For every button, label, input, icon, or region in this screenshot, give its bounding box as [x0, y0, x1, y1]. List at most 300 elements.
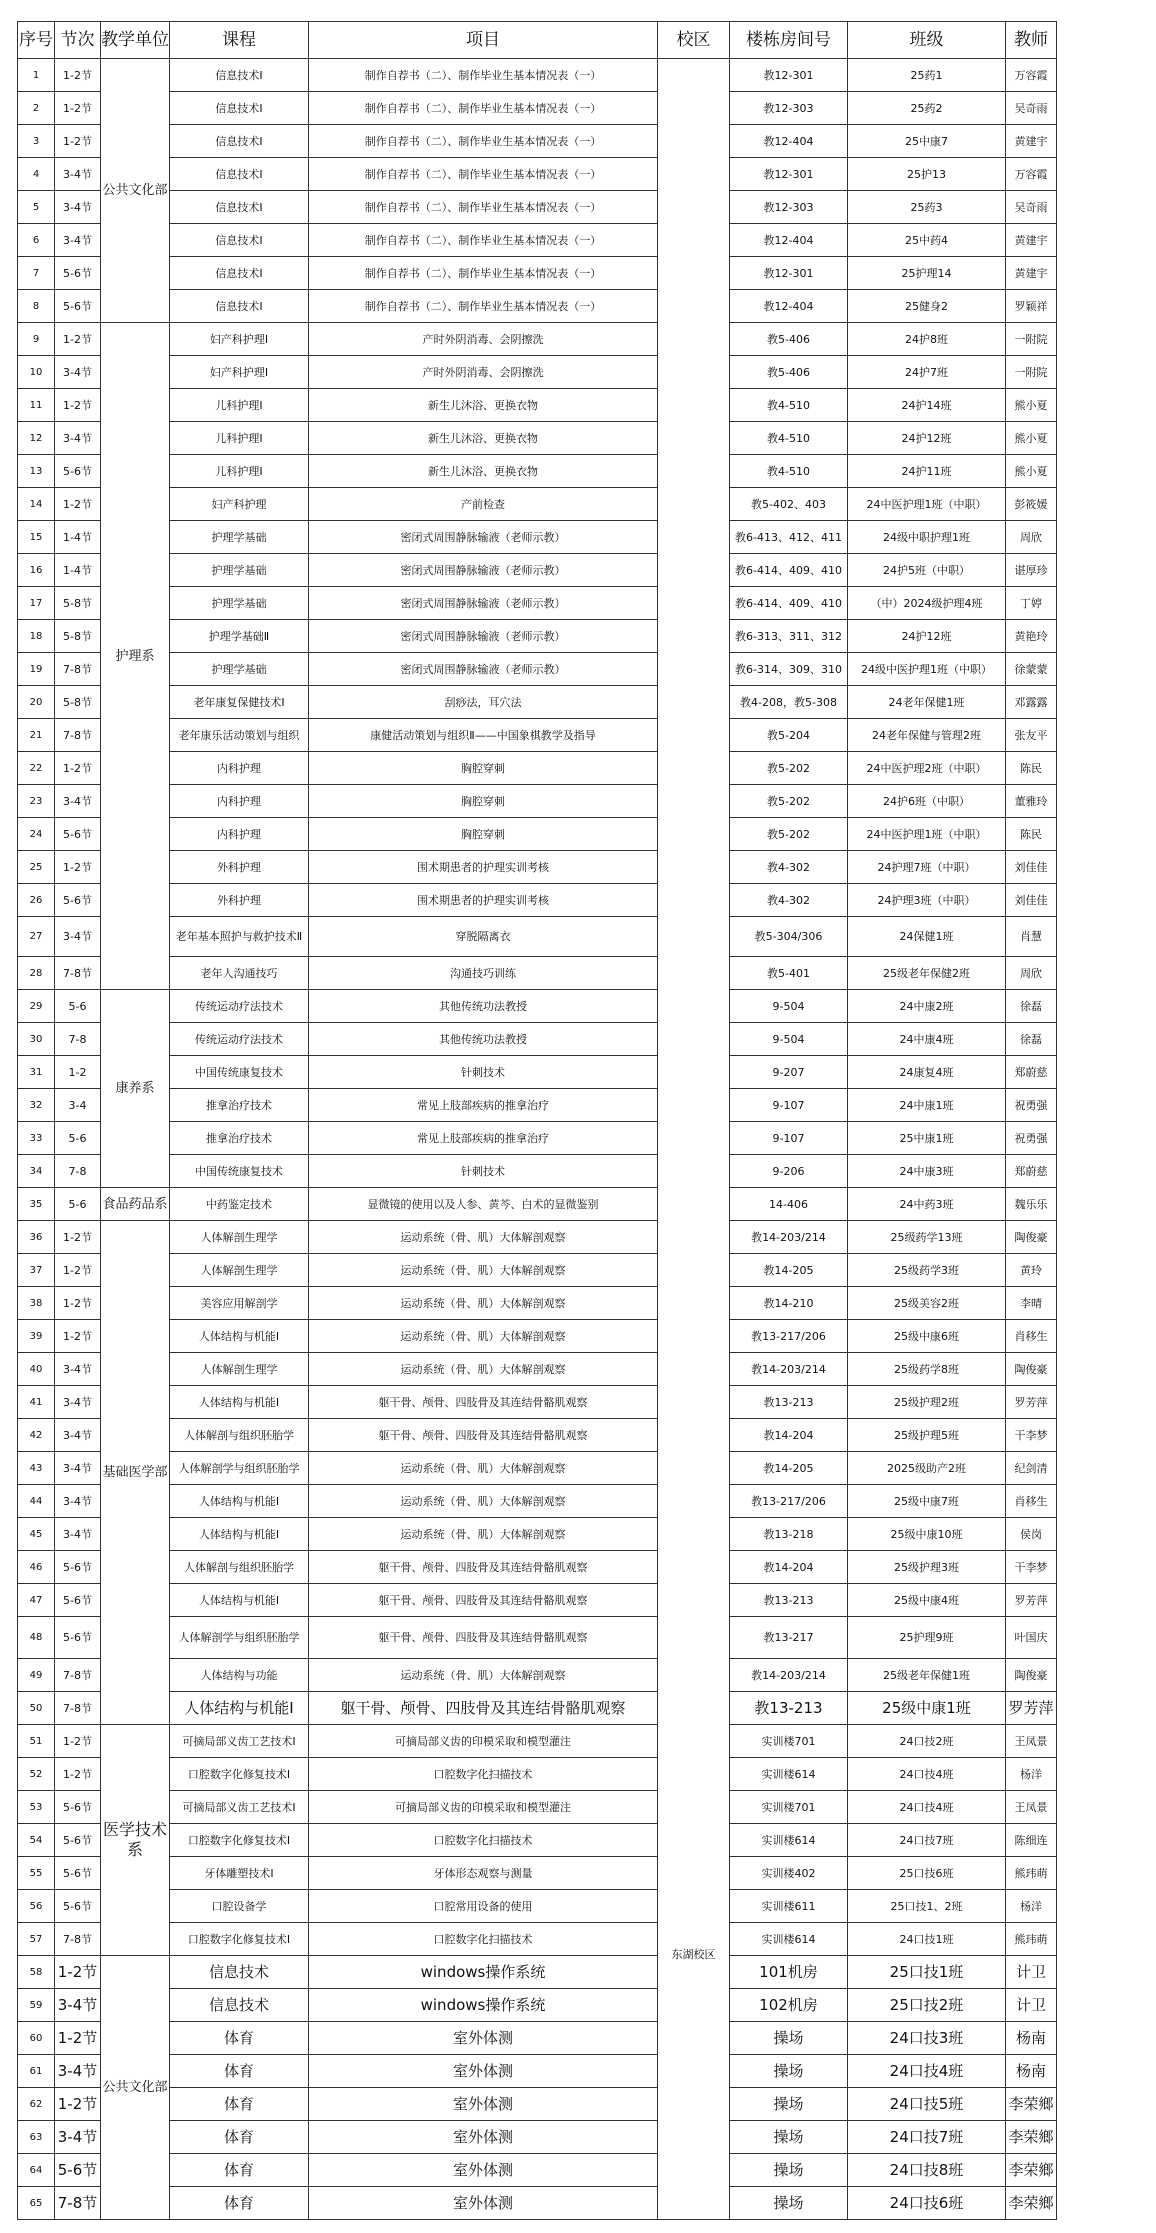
course-cell: 推拿治疗技术 — [170, 1089, 309, 1122]
room-cell: 操场 — [730, 2022, 848, 2055]
period-cell: 3-4节 — [55, 1452, 101, 1485]
class-cell: 24老年保健1班 — [848, 686, 1006, 719]
room-cell: 教13-217/206 — [730, 1485, 848, 1518]
class-cell: 24口技4班 — [848, 1758, 1006, 1791]
class-cell: 24口技2班 — [848, 1725, 1006, 1758]
seq-cell: 60 — [18, 2022, 55, 2055]
seq-cell: 63 — [18, 2121, 55, 2154]
project-cell: 躯干骨、颅骨、四肢骨及其连结骨骼肌观察 — [309, 1617, 658, 1659]
class-cell: 24口技4班 — [848, 2055, 1006, 2088]
period-cell: 7-8节 — [55, 653, 101, 686]
class-cell: 24级中医护理1班（中职） — [848, 653, 1006, 686]
class-cell: 25口技6班 — [848, 1857, 1006, 1890]
class-cell: 25口技2班 — [848, 1989, 1006, 2022]
table-row — [18, 1857, 1057, 1890]
table-row — [18, 356, 1057, 389]
room-cell: 教12-301 — [730, 158, 848, 191]
table-row — [18, 1923, 1057, 1956]
period-cell: 3-4节 — [55, 1518, 101, 1551]
seq-cell: 61 — [18, 2055, 55, 2088]
table-row — [18, 488, 1057, 521]
teacher-cell: 陶俊豪 — [1006, 1221, 1057, 1254]
teacher-cell: 李荣鄉 — [1006, 2088, 1057, 2121]
teacher-cell: 叶国庆 — [1006, 1617, 1057, 1659]
class-cell: 24口技1班 — [848, 1923, 1006, 1956]
seq-cell: 32 — [18, 1089, 55, 1122]
table-row — [18, 653, 1057, 686]
teacher-cell: 熊小夏 — [1006, 389, 1057, 422]
seq-cell: 7 — [18, 257, 55, 290]
room-cell: 实训楼614 — [730, 1824, 848, 1857]
teacher-cell: 陶俊豪 — [1006, 1353, 1057, 1386]
project-cell: 牙体形态观察与测量 — [309, 1857, 658, 1890]
teacher-cell: 李荣鄉 — [1006, 2154, 1057, 2187]
course-cell: 信息技术 — [170, 1989, 309, 2022]
seq-cell: 46 — [18, 1551, 55, 1584]
room-cell: 教6-413、412、411 — [730, 521, 848, 554]
class-cell: 25级美容2班 — [848, 1287, 1006, 1320]
header-dept: 教学单位 — [101, 22, 170, 59]
class-cell: 25护13 — [848, 158, 1006, 191]
table-row — [18, 1758, 1057, 1791]
room-cell: 教5-202 — [730, 818, 848, 851]
seq-cell: 8 — [18, 290, 55, 323]
room-cell: 教14-203/214 — [730, 1659, 848, 1692]
room-cell: 教4-302 — [730, 851, 848, 884]
project-cell: 围术期患者的护理实训考核 — [309, 851, 658, 884]
project-cell: 刮痧法，耳穴法 — [309, 686, 658, 719]
class-cell: 24中医护理1班（中职） — [848, 818, 1006, 851]
period-cell: 3-4节 — [55, 1353, 101, 1386]
seq-cell: 31 — [18, 1056, 55, 1089]
seq-cell: 9 — [18, 323, 55, 356]
class-cell: 24级中职护理1班 — [848, 521, 1006, 554]
project-cell: 运动系统（骨、肌）大体解剖观察 — [309, 1485, 658, 1518]
teacher-cell: 杨南 — [1006, 2022, 1057, 2055]
seq-cell: 45 — [18, 1518, 55, 1551]
project-cell: 运动系统（骨、肌）大体解剖观察 — [309, 1320, 658, 1353]
room-cell: 教12-303 — [730, 92, 848, 125]
period-cell: 3-4节 — [55, 422, 101, 455]
header-room: 楼栋房间号 — [730, 22, 848, 59]
room-cell: 教13-213 — [730, 1692, 848, 1725]
dept-cell: 公共文化部 — [101, 1956, 170, 2220]
class-cell: 24口技7班 — [848, 1824, 1006, 1857]
table-row — [18, 1659, 1057, 1692]
seq-cell: 4 — [18, 158, 55, 191]
period-cell: 1-2节 — [55, 1287, 101, 1320]
room-cell: 教4-510 — [730, 389, 848, 422]
teacher-cell: 徐磊 — [1006, 1023, 1057, 1056]
table-row — [18, 1122, 1057, 1155]
period-cell: 5-6节 — [55, 1824, 101, 1857]
teacher-cell: 刘佳佳 — [1006, 851, 1057, 884]
class-cell: 24口技3班 — [848, 2022, 1006, 2055]
room-cell: 教4-208，教5-308 — [730, 686, 848, 719]
period-cell: 1-2节 — [55, 1758, 101, 1791]
room-cell: 教6-314、309、310 — [730, 653, 848, 686]
project-cell: 口腔数字化扫描技术 — [309, 1824, 658, 1857]
seq-cell: 33 — [18, 1122, 55, 1155]
project-cell: 制作自荐书（二）、制作毕业生基本情况表（一） — [309, 191, 658, 224]
header-course: 课程 — [170, 22, 309, 59]
seq-cell: 21 — [18, 719, 55, 752]
header-row — [18, 22, 1057, 59]
seq-cell: 19 — [18, 653, 55, 686]
room-cell: 教13-217 — [730, 1617, 848, 1659]
seq-cell: 20 — [18, 686, 55, 719]
table-row — [18, 990, 1057, 1023]
project-cell: 制作自荐书（二）、制作毕业生基本情况表（一） — [309, 224, 658, 257]
table-row — [18, 257, 1057, 290]
class-cell: 24护6班（中职） — [848, 785, 1006, 818]
table-row — [18, 818, 1057, 851]
class-cell: 24保健1班 — [848, 917, 1006, 957]
table-row — [18, 2187, 1057, 2220]
course-cell: 人体解剖生理学 — [170, 1353, 309, 1386]
teacher-cell: 李荣鄉 — [1006, 2121, 1057, 2154]
project-cell: 制作自荐书（二）、制作毕业生基本情况表（一） — [309, 92, 658, 125]
teacher-cell: 计卫 — [1006, 1989, 1057, 2022]
project-cell: 口腔数字化扫描技术 — [309, 1758, 658, 1791]
seq-cell: 64 — [18, 2154, 55, 2187]
period-cell: 3-4节 — [55, 158, 101, 191]
course-cell: 内科护理 — [170, 818, 309, 851]
seq-cell: 2 — [18, 92, 55, 125]
seq-cell: 17 — [18, 587, 55, 620]
project-cell: 穿脱隔离衣 — [309, 917, 658, 957]
table-row — [18, 554, 1057, 587]
teacher-cell: 张友平 — [1006, 719, 1057, 752]
room-cell: 教5-406 — [730, 356, 848, 389]
course-cell: 口腔数字化修复技术Ⅰ — [170, 1824, 309, 1857]
header-campus: 校区 — [658, 22, 730, 59]
room-cell: 实训楼402 — [730, 1857, 848, 1890]
teacher-cell: 徐蒙蒙 — [1006, 653, 1057, 686]
teacher-cell: 吴奇雨 — [1006, 191, 1057, 224]
course-cell: 信息技术Ⅰ — [170, 224, 309, 257]
project-cell: 室外体测 — [309, 2022, 658, 2055]
project-cell: 针刺技术 — [309, 1056, 658, 1089]
room-cell: 实训楼611 — [730, 1890, 848, 1923]
class-cell: 24中康4班 — [848, 1023, 1006, 1056]
teacher-cell: 杨洋 — [1006, 1890, 1057, 1923]
project-cell: 躯干骨、颅骨、四肢骨及其连结骨骼肌观察 — [309, 1584, 658, 1617]
period-cell: 1-4节 — [55, 521, 101, 554]
room-cell: 教5-204 — [730, 719, 848, 752]
project-cell: 密闭式周围静脉输液（老师示教） — [309, 620, 658, 653]
class-cell: 25级护理5班 — [848, 1419, 1006, 1452]
project-cell: 针刺技术 — [309, 1155, 658, 1188]
table-row — [18, 1692, 1057, 1725]
project-cell: 密闭式周围静脉输液（老师示教） — [309, 521, 658, 554]
course-cell: 人体解剖生理学 — [170, 1254, 309, 1287]
course-cell: 儿科护理Ⅰ — [170, 455, 309, 488]
table-row — [18, 1386, 1057, 1419]
room-cell: 9-206 — [730, 1155, 848, 1188]
period-cell: 3-4节 — [55, 2055, 101, 2088]
course-cell: 人体解剖学与组织胚胎学 — [170, 1452, 309, 1485]
dept-cell: 护理系 — [101, 323, 170, 990]
room-cell: 101机房 — [730, 1956, 848, 1989]
teacher-cell: 黄建宇 — [1006, 125, 1057, 158]
seq-cell: 5 — [18, 191, 55, 224]
table-row — [18, 752, 1057, 785]
period-cell: 1-2节 — [55, 851, 101, 884]
room-cell: 教14-205 — [730, 1452, 848, 1485]
header-teacher: 教师 — [1006, 22, 1057, 59]
teacher-cell: 陶俊豪 — [1006, 1659, 1057, 1692]
class-cell: 25药2 — [848, 92, 1006, 125]
table-row — [18, 2121, 1057, 2154]
room-cell: 教14-203/214 — [730, 1221, 848, 1254]
room-cell: 教13-213 — [730, 1584, 848, 1617]
period-cell: 7-8节 — [55, 1692, 101, 1725]
teacher-cell: 万容霞 — [1006, 158, 1057, 191]
table-row — [18, 785, 1057, 818]
class-cell: 25级中康6班 — [848, 1320, 1006, 1353]
class-cell: 24护7班 — [848, 356, 1006, 389]
room-cell: 教14-204 — [730, 1419, 848, 1452]
project-cell: 产前检查 — [309, 488, 658, 521]
room-cell: 教12-303 — [730, 191, 848, 224]
course-cell: 妇产科护理Ⅰ — [170, 356, 309, 389]
table-row — [18, 1023, 1057, 1056]
teacher-cell: 黄艳玲 — [1006, 620, 1057, 653]
table-row — [18, 1452, 1057, 1485]
room-cell: 操场 — [730, 2088, 848, 2121]
period-cell: 5-8节 — [55, 620, 101, 653]
course-cell: 人体结构与功能 — [170, 1659, 309, 1692]
table-row — [18, 1485, 1057, 1518]
seq-cell: 49 — [18, 1659, 55, 1692]
table-row — [18, 224, 1057, 257]
project-cell: 室外体测 — [309, 2088, 658, 2121]
class-cell: 2025级助产2班 — [848, 1452, 1006, 1485]
class-cell: 25中康7 — [848, 125, 1006, 158]
course-cell: 牙体雕塑技术Ⅰ — [170, 1857, 309, 1890]
table-row — [18, 521, 1057, 554]
class-cell: 25护理14 — [848, 257, 1006, 290]
project-cell: 制作自荐书（二）、制作毕业生基本情况表（一） — [309, 125, 658, 158]
seq-cell: 57 — [18, 1923, 55, 1956]
period-cell: 3-4节 — [55, 191, 101, 224]
class-cell: 25级中康1班 — [848, 1692, 1006, 1725]
course-cell: 人体结构与机能Ⅰ — [170, 1584, 309, 1617]
seq-cell: 47 — [18, 1584, 55, 1617]
project-cell: 显微镜的使用以及人参、黄芩、白术的显微鉴别 — [309, 1188, 658, 1221]
room-cell: 实训楼701 — [730, 1791, 848, 1824]
project-cell: 运动系统（骨、肌）大体解剖观察 — [309, 1287, 658, 1320]
table-row — [18, 884, 1057, 917]
dept-cell: 康养系 — [101, 990, 170, 1188]
table-row — [18, 917, 1057, 957]
course-cell: 人体解剖与组织胚胎学 — [170, 1551, 309, 1584]
class-cell: 24护5班（中职） — [848, 554, 1006, 587]
seq-cell: 13 — [18, 455, 55, 488]
course-cell: 外科护理 — [170, 851, 309, 884]
period-cell: 1-2 — [55, 1056, 101, 1089]
course-cell: 信息技术Ⅰ — [170, 257, 309, 290]
course-cell: 人体结构与机能Ⅰ — [170, 1485, 309, 1518]
seq-cell: 23 — [18, 785, 55, 818]
project-cell: windows操作系统 — [309, 1989, 658, 2022]
course-cell: 人体结构与机能Ⅰ — [170, 1386, 309, 1419]
course-cell: 妇产科护理Ⅰ — [170, 323, 309, 356]
room-cell: 教5-406 — [730, 323, 848, 356]
period-cell: 5-6节 — [55, 257, 101, 290]
class-cell: 24中康2班 — [848, 990, 1006, 1023]
project-cell: 室外体测 — [309, 2121, 658, 2154]
table-row — [18, 422, 1057, 455]
table-row — [18, 1320, 1057, 1353]
period-cell: 7-8节 — [55, 719, 101, 752]
teacher-cell: 陈民 — [1006, 752, 1057, 785]
course-cell: 信息技术Ⅰ — [170, 59, 309, 92]
period-cell: 5-6 — [55, 1122, 101, 1155]
room-cell: 教13-217/206 — [730, 1320, 848, 1353]
teacher-cell: 郑蔚慈 — [1006, 1056, 1057, 1089]
teacher-cell: 干李梦 — [1006, 1419, 1057, 1452]
period-cell: 1-2节 — [55, 125, 101, 158]
room-cell: 教12-404 — [730, 290, 848, 323]
room-cell: 教12-301 — [730, 257, 848, 290]
room-cell: 操场 — [730, 2154, 848, 2187]
table-row — [18, 587, 1057, 620]
seq-cell: 39 — [18, 1320, 55, 1353]
course-cell: 人体结构与机能Ⅰ — [170, 1320, 309, 1353]
class-cell: 24老年保健与管理2班 — [848, 719, 1006, 752]
project-cell: 常见上肢部疾病的推拿治疗 — [309, 1122, 658, 1155]
table-row — [18, 59, 1057, 92]
teacher-cell: 王凤景 — [1006, 1791, 1057, 1824]
teacher-cell: 董雅玲 — [1006, 785, 1057, 818]
period-cell: 1-4节 — [55, 554, 101, 587]
course-cell: 可摘局部义齿工艺技术Ⅰ — [170, 1725, 309, 1758]
course-cell: 内科护理 — [170, 752, 309, 785]
course-cell: 中国传统康复技术 — [170, 1155, 309, 1188]
project-cell: 密闭式周围静脉输液（老师示教） — [309, 554, 658, 587]
table-row — [18, 851, 1057, 884]
project-cell: 口腔常用设备的使用 — [309, 1890, 658, 1923]
teacher-cell: 罗颖祥 — [1006, 290, 1057, 323]
table-row — [18, 1254, 1057, 1287]
course-cell: 中药鉴定技术 — [170, 1188, 309, 1221]
table-row — [18, 158, 1057, 191]
room-cell: 教4-510 — [730, 455, 848, 488]
period-cell: 1-2节 — [55, 323, 101, 356]
period-cell: 1-2节 — [55, 488, 101, 521]
project-cell: 新生儿沐浴、更换衣物 — [309, 455, 658, 488]
room-cell: 教4-302 — [730, 884, 848, 917]
class-cell: 24口技6班 — [848, 2187, 1006, 2220]
course-cell: 信息技术Ⅰ — [170, 191, 309, 224]
room-cell: 102机房 — [730, 1989, 848, 2022]
course-cell: 体育 — [170, 2187, 309, 2220]
period-cell: 7-8 — [55, 1155, 101, 1188]
seq-cell: 58 — [18, 1956, 55, 1989]
teacher-cell: 黄玲 — [1006, 1254, 1057, 1287]
room-cell: 9-207 — [730, 1056, 848, 1089]
teacher-cell: 熊小夏 — [1006, 422, 1057, 455]
class-cell: 24护理7班（中职） — [848, 851, 1006, 884]
class-cell: 24中康1班 — [848, 1089, 1006, 1122]
teacher-cell: 侯岗 — [1006, 1518, 1057, 1551]
class-cell: 25药3 — [848, 191, 1006, 224]
table-row — [18, 1089, 1057, 1122]
course-cell: 护理学基础 — [170, 554, 309, 587]
period-cell: 5-6节 — [55, 884, 101, 917]
course-cell: 人体解剖学与组织胚胎学 — [170, 1617, 309, 1659]
table-row — [18, 1824, 1057, 1857]
seq-cell: 52 — [18, 1758, 55, 1791]
project-cell: 室外体测 — [309, 2187, 658, 2220]
seq-cell: 25 — [18, 851, 55, 884]
room-cell: 教12-301 — [730, 59, 848, 92]
period-cell: 3-4节 — [55, 917, 101, 957]
room-cell: 操场 — [730, 2055, 848, 2088]
seq-cell: 41 — [18, 1386, 55, 1419]
course-cell: 人体解剖生理学 — [170, 1221, 309, 1254]
period-cell: 7-8 — [55, 1023, 101, 1056]
room-cell: 14-406 — [730, 1188, 848, 1221]
period-cell: 3-4节 — [55, 356, 101, 389]
course-cell: 内科护理 — [170, 785, 309, 818]
room-cell: 教14-210 — [730, 1287, 848, 1320]
class-cell: 24中医护理2班（中职） — [848, 752, 1006, 785]
teacher-cell: 周欣 — [1006, 521, 1057, 554]
period-cell: 5-8节 — [55, 686, 101, 719]
course-cell: 可摘局部义齿工艺技术Ⅰ — [170, 1791, 309, 1824]
course-cell: 口腔设备学 — [170, 1890, 309, 1923]
seq-cell: 51 — [18, 1725, 55, 1758]
table-row — [18, 290, 1057, 323]
seq-cell: 34 — [18, 1155, 55, 1188]
room-cell: 教4-510 — [730, 422, 848, 455]
course-cell: 信息技术Ⅰ — [170, 158, 309, 191]
room-cell: 教5-402、403 — [730, 488, 848, 521]
seq-cell: 55 — [18, 1857, 55, 1890]
period-cell: 3-4节 — [55, 1386, 101, 1419]
dept-cell: 食品药品系 — [101, 1188, 170, 1221]
room-cell: 实训楼614 — [730, 1923, 848, 1956]
project-cell: 运动系统（骨、肌）大体解剖观察 — [309, 1254, 658, 1287]
seq-cell: 6 — [18, 224, 55, 257]
period-cell: 5-6节 — [55, 1890, 101, 1923]
project-cell: 可摘局部义齿的印模采取和模型灌注 — [309, 1791, 658, 1824]
room-cell: 教5-202 — [730, 752, 848, 785]
course-cell: 老年康复保健技术Ⅰ — [170, 686, 309, 719]
course-cell: 信息技术Ⅰ — [170, 92, 309, 125]
seq-cell: 48 — [18, 1617, 55, 1659]
table-row — [18, 957, 1057, 990]
room-cell: 操场 — [730, 2121, 848, 2154]
course-cell: 口腔数字化修复技术Ⅰ — [170, 1923, 309, 1956]
teacher-cell: 杨洋 — [1006, 1758, 1057, 1791]
room-cell: 9-107 — [730, 1089, 848, 1122]
period-cell: 5-6节 — [55, 1584, 101, 1617]
teacher-cell: 纪剑清 — [1006, 1452, 1057, 1485]
course-cell: 信息技术Ⅰ — [170, 290, 309, 323]
period-cell: 7-8节 — [55, 957, 101, 990]
seq-cell: 26 — [18, 884, 55, 917]
table-row — [18, 1617, 1057, 1659]
teacher-cell: 吴奇雨 — [1006, 92, 1057, 125]
seq-cell: 50 — [18, 1692, 55, 1725]
table-row — [18, 455, 1057, 488]
period-cell: 1-2节 — [55, 59, 101, 92]
table-row — [18, 1725, 1057, 1758]
